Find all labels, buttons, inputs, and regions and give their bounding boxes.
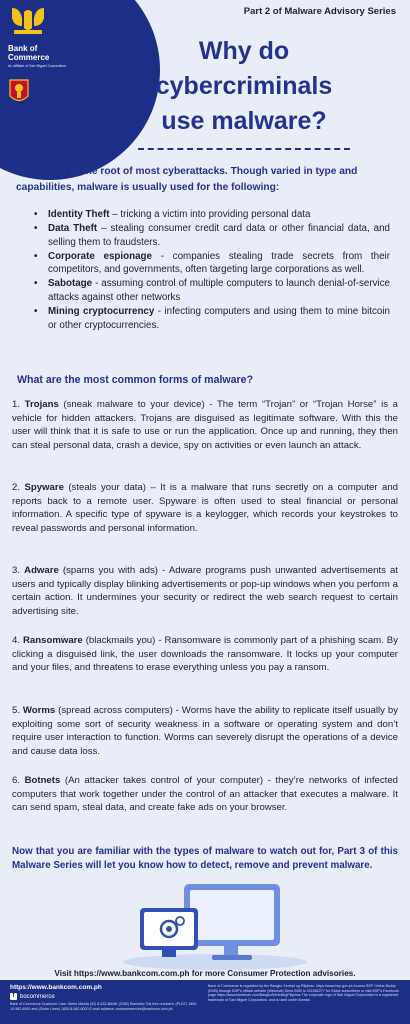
forms-heading: What are the most common forms of malware? [17,374,254,386]
series-label: Part 2 of Malware Advisory Series [243,6,396,17]
uses-list [34,208,390,333]
san-miguel-seal-icon [8,78,30,106]
list-item: • Mining cryptocurrency - infecting computers and using them to mine bitcoin or other cryptocurrencies. [34,305,390,332]
page-title: Why do cybercriminals use malware? [155,37,333,135]
bank-tagline: An affiliate of San Miguel Corporation [8,64,66,68]
list-item: • Data Theft – stealing consumer credit card data or other financial data, and selling them to fraudsters. [34,222,390,249]
footer-social[interactable]: f bocommerce [10,993,200,1000]
bank-name: Bank of Commerce [8,44,50,62]
footer [0,980,410,1024]
header [0,0,410,150]
intro-text: Malware is at the root of most cyberattacks. Though varied in type and capabilities, malware is usually used for the following: [16,166,358,193]
footer-url[interactable]: https://www.bankcom.com.ph [10,984,102,991]
footer-left [10,984,200,1011]
list-item: • Corporate espionage - companies stealing trade secrets from their competitors, and governments, often targeting large corporations as well. [34,250,390,277]
bank-logo-icon [8,6,56,40]
list-item: • Identity Theft – tricking a victim into providing personal data [34,208,390,222]
outro-text: Now that you are familiar with the types of malware to watch out for, Part 3 of this Malware Series will let you know how to detect, remove and prevent malware. [12,846,398,871]
computer-illustration-icon [120,878,310,970]
title-underline [138,148,350,150]
malware-form-ransomware: 4. Ransomware (blackmails you) - Ransomware is commonly part of a phishing scam. By clicking a disguised link, the user downloads the ransomware. It locks up your computer and your files, and threatens to erase everything unless you pay a ransom. [12,635,398,674]
malware-form-trojans: 1. Trojans (sneak malware to your device) - The term “Trojan” or “Trojan Horse” is a vehicle for hidden attackers. Trojans are disguised as legitimate software. With this the user will think that it is safe to use or run the application. Once up and running, they then can steal personal data, crash a device, spy on activities or even launch an attack. [12,399,398,451]
malware-form-botnets: 6. Botnets (An attacker takes control of your computer) - they’re networks of infected computers that work together under the control of an attacker that executes a malware. It can send spam, steal data, and create fake ads on your browser. [12,775,398,814]
visit-text: Visit https://www.bankcom.com.ph for more Consumer Protection advisories. [54,969,356,978]
list-item: • Sabotage - assuming control of multiple computers to launch denial-of-service attacks against other networks [34,277,390,304]
malware-form-worms: 5. Worms (spread across computers) - Worms have the ability to replicate itself usually by exploiting some sort of security weakness in a software or operating system and don’t require user interaction to function. Worms can severely disrupt the operations of a device and cause data loss. [12,705,398,757]
footer-contact: Bank of Commerce Customer Care: Metro Manila (02) 8-632-BANK (2265) Domestic Toll-free numbers: (PLDT) 1800-10-982-6000 and (Globe Lines) 1800-8-982-6000 E-mail address: customerservice@bankcom.com.ph [10,1002,198,1011]
malware-form-adware: 3. Adware (spams you with ads) - Adware programs push unwanted advertisements at users and typically display blinking advertisements or pop-up windows when you perform a certain action. It undermines your security or redirect the web search request to certain advertising site. [12,565,398,617]
malware-form-spyware: 2. Spyware (steals your data) – It is a malware that runs secretly on a computer and reports back to a remote user. Spyware is often used to steal financial or personal information. A specific type of spyware is a keylogger, which records your keystrokes to reveal passwords and personal information. [12,482,398,534]
footer-regulatory: Bank of Commerce is regulated by the Bangko Sentral ng Pilipinas. https://www.bsp.gov.ph Access BSP Online Buddy (BOB) through BSP's official website (Webchat) Send SMS to 021582277 for Globe subscribers or visit BSP's Facebook page https://www.facebook.com/BangkoSentralngPilipinas The corporate logo of San Miguel Corporation is a registered trademark of San Miguel Corporation, and is used under license. [208,984,399,1002]
facebook-icon: f [10,993,17,1000]
